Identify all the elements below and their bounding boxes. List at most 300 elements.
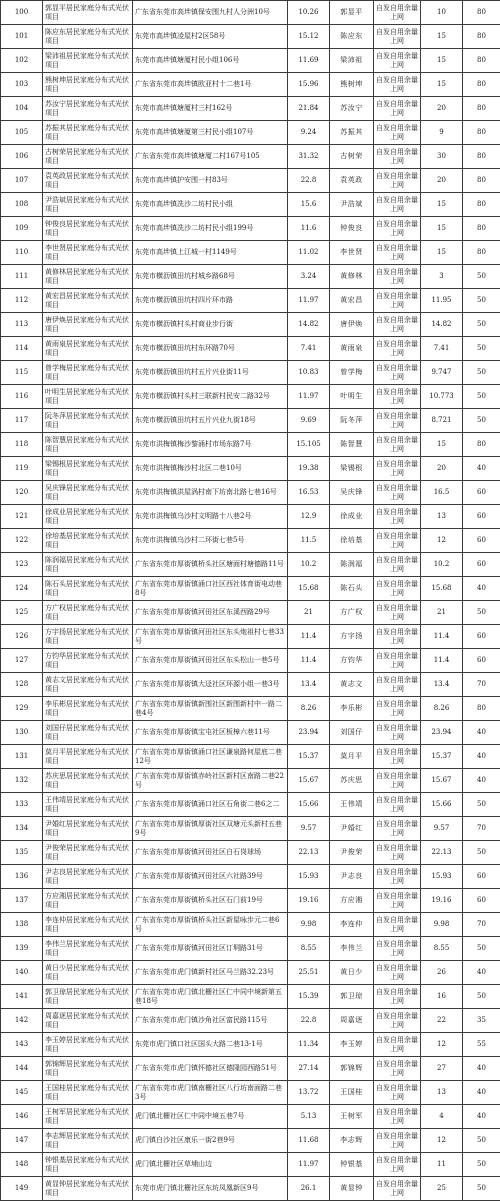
owner-cell: 刘国仔: [330, 721, 374, 745]
address-cell: 虎门镇北栅社区草埔山边: [133, 1153, 288, 1177]
table-row: [1, 25, 500, 49]
owner-cell: 尹志良: [330, 865, 374, 889]
table-row: [1, 985, 500, 1009]
table-row: [1, 721, 500, 745]
table-row: [1, 817, 500, 841]
self-use-cell: 15.68: [421, 577, 463, 601]
project-name-cell: 陈智慧居民家庭分布式光伏项目: [43, 433, 133, 457]
row-number-cell: 118: [1, 433, 43, 457]
table-row: [1, 505, 500, 529]
owner-cell: 黄修林: [330, 265, 374, 289]
self-use-cell: 25: [421, 1177, 463, 1201]
grid-mode-cell: 自发自用余量上网: [374, 49, 421, 73]
row-number-cell: 124: [1, 577, 43, 601]
owner-cell: 熊树坤: [330, 73, 374, 97]
capacity-cell: 15.66: [288, 793, 330, 817]
self-use-cell: 15: [421, 433, 463, 457]
capacity-cell: 11.6: [288, 217, 330, 241]
address-cell: 广东省东莞市高埗镇保安围九村人分洲10号: [133, 1, 288, 25]
project-name-cell: 古树荣居民家庭分布式光伏项目: [43, 145, 133, 169]
grid-mode-cell: 自发自用余量上网: [374, 937, 421, 961]
row-number-cell: 132: [1, 769, 43, 793]
table-row: [1, 649, 500, 673]
capacity-cell: 21.84: [288, 97, 330, 121]
project-name-cell: 郭锦辉居民家庭分布式光伏项目: [43, 1057, 133, 1081]
capacity-cell: 19.38: [288, 457, 330, 481]
years-cell: 50: [463, 265, 500, 289]
table-row: [1, 601, 500, 625]
self-use-cell: 15: [421, 25, 463, 49]
row-number-cell: 114: [1, 337, 43, 361]
owner-cell: 周嘉逐: [330, 1009, 374, 1033]
self-use-cell: 9: [421, 121, 463, 145]
grid-mode-cell: 自发自用余量上网: [374, 817, 421, 841]
project-name-cell: 王国桂居民家庭分布式光伏项目: [43, 1081, 133, 1105]
table-row: [1, 73, 500, 97]
address-cell: 广东省东莞市厚街镇河田社区东头松山一巷5号: [133, 649, 288, 673]
table-row: [1, 1153, 500, 1177]
capacity-cell: 10.83: [288, 361, 330, 385]
capacity-cell: 22.8: [288, 169, 330, 193]
project-name-cell: 方宇扬居民家庭分布式光伏项目: [43, 625, 133, 649]
self-use-cell: 3: [421, 265, 463, 289]
row-number-cell: 119: [1, 457, 43, 481]
table-row: [1, 217, 500, 241]
capacity-cell: 19.16: [288, 889, 330, 913]
project-name-cell: 王树军居民家庭分布式光伏项目: [43, 1105, 133, 1129]
owner-cell: 梁沛祖: [330, 49, 374, 73]
project-name-cell: 方应湘居民家庭分布式光伏项目: [43, 889, 133, 913]
row-number-cell: 111: [1, 265, 43, 289]
grid-mode-cell: 自发自用余量上网: [374, 169, 421, 193]
capacity-cell: 9.98: [288, 913, 330, 937]
table-row: [1, 265, 500, 289]
project-name-cell: 陈石头居民家庭分布式光伏项目: [43, 577, 133, 601]
grid-mode-cell: 自发自用余量上网: [374, 25, 421, 49]
capacity-cell: 3.24: [288, 265, 330, 289]
grid-mode-cell: 自发自用余量上网: [374, 121, 421, 145]
owner-cell: 古树荣: [330, 145, 374, 169]
capacity-cell: 11.97: [288, 1153, 330, 1177]
years-cell: 80: [463, 217, 500, 241]
table-row: [1, 913, 500, 937]
years-cell: 70: [463, 817, 500, 841]
years-cell: 40: [463, 577, 500, 601]
grid-mode-cell: 自发自用余量上网: [374, 289, 421, 313]
row-number-cell: 107: [1, 169, 43, 193]
owner-cell: 尹婚红: [330, 817, 374, 841]
address-cell: 东莞市高埗镇护安围一村83号: [133, 169, 288, 193]
table-row: [1, 289, 500, 313]
row-number-cell: 142: [1, 1009, 43, 1033]
years-cell: 50: [463, 793, 500, 817]
years-cell: 70: [463, 673, 500, 697]
grid-mode-cell: 自发自用余量上网: [374, 1081, 421, 1105]
owner-cell: 李伟兰: [330, 937, 374, 961]
row-number-cell: 147: [1, 1129, 43, 1153]
table-row: [1, 241, 500, 265]
row-number-cell: 112: [1, 289, 43, 313]
address-cell: 东莞市横沥镇田坑村四片环市路: [133, 289, 288, 313]
years-cell: 80: [463, 1, 500, 25]
grid-mode-cell: 自发自用余量上网: [374, 913, 421, 937]
self-use-cell: 11.95: [421, 289, 463, 313]
capacity-cell: 15.67: [288, 769, 330, 793]
years-cell: 60: [463, 889, 500, 913]
address-cell: 东莞市洪梅镇洪屋涡村南下坊南北路七巷16号: [133, 481, 288, 505]
self-use-cell: 12: [421, 1033, 463, 1057]
row-number-cell: 121: [1, 505, 43, 529]
self-use-cell: 30: [421, 145, 463, 169]
self-use-cell: 26: [421, 961, 463, 985]
table-row: [1, 313, 500, 337]
project-name-cell: 吴庆锋居民家庭分布式光伏项目: [43, 481, 133, 505]
project-name-cell: 李连仲居民家庭分布式光伏项目: [43, 913, 133, 937]
address-cell: 广东省东莞市厚街镇河田社区东头炮祖村七巷33号: [133, 625, 288, 649]
table-row: [1, 337, 500, 361]
self-use-cell: 11.4: [421, 625, 463, 649]
address-cell: 广东省东莞市厚街镇河田社区白石岗球场: [133, 841, 288, 865]
grid-mode-cell: 自发自用余量上网: [374, 769, 421, 793]
grid-mode-cell: 自发自用余量上网: [374, 241, 421, 265]
self-use-cell: 16.5: [421, 481, 463, 505]
capacity-cell: 8.26: [288, 697, 330, 721]
capacity-cell: 11.4: [288, 649, 330, 673]
self-use-cell: 22: [421, 1009, 463, 1033]
years-cell: 40: [463, 1105, 500, 1129]
row-number-cell: 145: [1, 1081, 43, 1105]
address-cell: 广东省东莞市厚街镇赤岭社区新村区南路二巷22号: [133, 769, 288, 793]
capacity-cell: 7.41: [288, 337, 330, 361]
owner-cell: 苏振其: [330, 121, 374, 145]
row-number-cell: 139: [1, 937, 43, 961]
owner-cell: 方宇扬: [330, 625, 374, 649]
capacity-cell: 22.8: [288, 1009, 330, 1033]
table-row: [1, 1033, 500, 1057]
owner-cell: 郭显平: [330, 1, 374, 25]
owner-cell: 莫月平: [330, 745, 374, 769]
years-cell: 80: [463, 169, 500, 193]
project-name-cell: 袁英政居民家庭分布式光伏项目: [43, 169, 133, 193]
project-name-cell: 尹婚红居民家庭分布式光伏项目: [43, 817, 133, 841]
address-cell: 广东省东莞市厚街镇河田社区六社路39号: [133, 865, 288, 889]
grid-mode-cell: 自发自用余量上网: [374, 217, 421, 241]
self-use-cell: 15.66: [421, 793, 463, 817]
project-name-cell: 阮冬萍居民家庭分布式光伏项目: [43, 409, 133, 433]
years-cell: 80: [463, 697, 500, 721]
years-cell: 60: [463, 481, 500, 505]
address-cell: 东莞市高埗镇凌屋村2区58号: [133, 25, 288, 49]
grid-mode-cell: 自发自用余量上网: [374, 793, 421, 817]
address-cell: 广东省东莞市厚街镇大迳社区环源小组一巷3号: [133, 673, 288, 697]
row-number-cell: 136: [1, 865, 43, 889]
years-cell: 40: [463, 721, 500, 745]
capacity-cell: 9.69: [288, 409, 330, 433]
address-cell: 广东省东莞市虎门镇怀德社区德隆园西路51号: [133, 1057, 288, 1081]
self-use-cell: 20: [421, 457, 463, 481]
self-use-cell: 15: [421, 73, 463, 97]
address-cell: 东莞市横沥镇村头村三联新村民安二路32号: [133, 385, 288, 409]
table-row: [1, 865, 500, 889]
capacity-cell: 15.6: [288, 193, 330, 217]
address-cell: 东莞市横沥镇村头村商业步行街: [133, 313, 288, 337]
owner-cell: 陈石头: [330, 577, 374, 601]
capacity-cell: 15.37: [288, 745, 330, 769]
owner-cell: 苏庆思: [330, 769, 374, 793]
capacity-cell: 9.57: [288, 817, 330, 841]
owner-cell: 曾学梅: [330, 361, 374, 385]
grid-mode-cell: 自发自用余量上网: [374, 601, 421, 625]
self-use-cell: 27: [421, 1057, 463, 1081]
self-use-cell: 20: [421, 169, 463, 193]
grid-mode-cell: 自发自用余量上网: [374, 865, 421, 889]
self-use-cell: 10.773: [421, 385, 463, 409]
grid-mode-cell: 自发自用余量上网: [374, 625, 421, 649]
project-name-cell: 唐伊焕居民家庭分布式光伏项目: [43, 313, 133, 337]
table-row: [1, 145, 500, 169]
owner-cell: 钟俊良: [330, 217, 374, 241]
grid-mode-cell: 自发自用余量上网: [374, 457, 421, 481]
self-use-cell: 8.721: [421, 409, 463, 433]
address-cell: 东莞市高埗镇冼沙二坊村民小组199号: [133, 217, 288, 241]
project-name-cell: 方广权居民家庭分布式光伏项目: [43, 601, 133, 625]
row-number-cell: 101: [1, 25, 43, 49]
table-row: [1, 961, 500, 985]
self-use-cell: 15: [421, 241, 463, 265]
self-use-cell: 15: [421, 49, 463, 73]
capacity-cell: 15.12: [288, 25, 330, 49]
years-cell: 80: [463, 49, 500, 73]
address-cell: 东莞市横沥镇田坑村东环路70号: [133, 337, 288, 361]
grid-mode-cell: 自发自用余量上网: [374, 1, 421, 25]
owner-cell: 郭卫琼: [330, 985, 374, 1009]
address-cell: 东莞市高埗镇塘厦村三村162号: [133, 97, 288, 121]
row-number-cell: 143: [1, 1033, 43, 1057]
grid-mode-cell: 自发自用余量上网: [374, 577, 421, 601]
capacity-cell: 15.105: [288, 433, 330, 457]
owner-cell: 郭锦辉: [330, 1057, 374, 1081]
capacity-cell: 31.32: [288, 145, 330, 169]
years-cell: 80: [463, 193, 500, 217]
row-number-cell: 149: [1, 1177, 43, 1201]
project-name-cell: 尹志良居民家庭分布式光伏项目: [43, 865, 133, 889]
self-use-cell: 13.4: [421, 673, 463, 697]
years-cell: 40: [463, 745, 500, 769]
grid-mode-cell: 自发自用余量上网: [374, 985, 421, 1009]
self-use-cell: 20: [421, 97, 463, 121]
project-name-cell: 李世贤居民家庭分布式光伏项目: [43, 241, 133, 265]
table-row: [1, 697, 500, 721]
capacity-cell: 8.55: [288, 937, 330, 961]
address-cell: 东莞市虎门镇口社区国头大路二巷13-1号: [133, 1033, 288, 1057]
address-cell: 虎门镇白沙社区康乐一街2巷9号: [133, 1129, 288, 1153]
capacity-cell: 10.2: [288, 553, 330, 577]
capacity-cell: 5.13: [288, 1105, 330, 1129]
capacity-cell: 23.94: [288, 721, 330, 745]
capacity-cell: 11.5: [288, 529, 330, 553]
project-name-cell: 郭显平居民家庭分布式光伏项目: [43, 1, 133, 25]
years-cell: 40: [463, 457, 500, 481]
owner-cell: 方钧华: [330, 649, 374, 673]
grid-mode-cell: 自发自用余量上网: [374, 673, 421, 697]
capacity-cell: 26.1: [288, 1177, 330, 1201]
row-number-cell: 102: [1, 49, 43, 73]
years-cell: 40: [463, 1081, 500, 1105]
years-cell: 60: [463, 865, 500, 889]
project-name-cell: 苏振其居民家庭分布式光伏项目: [43, 121, 133, 145]
self-use-cell: 8.26: [421, 697, 463, 721]
project-name-cell: 尹俊荣居民家庭分布式光伏项目: [43, 841, 133, 865]
address-cell: 广东省东莞市高埗镇塘厦二村167号105: [133, 145, 288, 169]
address-cell: 东莞市洪梅镇梅沙村北区二巷10号: [133, 457, 288, 481]
table-row: [1, 745, 500, 769]
capacity-cell: 9.24: [288, 121, 330, 145]
project-name-cell: 黄雨泉居民家庭分布式光伏项目: [43, 337, 133, 361]
row-number-cell: 137: [1, 889, 43, 913]
owner-cell: 苏汝宁: [330, 97, 374, 121]
owner-cell: 李乐彬: [330, 697, 374, 721]
grid-mode-cell: 自发自用余量上网: [374, 697, 421, 721]
self-use-cell: 13: [421, 505, 463, 529]
row-number-cell: 100: [1, 1, 43, 25]
row-number-cell: 133: [1, 793, 43, 817]
years-cell: 80: [463, 73, 500, 97]
grid-mode-cell: 自发自用余量上网: [374, 889, 421, 913]
years-cell: 40: [463, 769, 500, 793]
owner-cell: 徐培基: [330, 529, 374, 553]
table-row: [1, 97, 500, 121]
table-row: [1, 1057, 500, 1081]
owner-cell: 叶明生: [330, 385, 374, 409]
owner-cell: 方广权: [330, 601, 374, 625]
self-use-cell: 9.98: [421, 913, 463, 937]
capacity-cell: 15.93: [288, 865, 330, 889]
capacity-cell: 14.82: [288, 313, 330, 337]
years-cell: 80: [463, 145, 500, 169]
project-name-cell: 莫月平居民家庭分布式光伏项目: [43, 745, 133, 769]
row-number-cell: 129: [1, 697, 43, 721]
self-use-cell: 21: [421, 601, 463, 625]
address-cell: 广东省东莞市高埗镇欧亚村十二巷1号: [133, 73, 288, 97]
owner-cell: 陈润福: [330, 553, 374, 577]
table-row: [1, 169, 500, 193]
years-cell: 70: [463, 913, 500, 937]
capacity-cell: 25.51: [288, 961, 330, 985]
project-name-cell: 叶明生居民家庭分布式光伏项目: [43, 385, 133, 409]
years-cell: 50: [463, 937, 500, 961]
grid-mode-cell: 自发自用余量上网: [374, 961, 421, 985]
self-use-cell: 8.55: [421, 937, 463, 961]
project-name-cell: 郭卫琼居民家庭分布式光伏项目: [43, 985, 133, 1009]
row-number-cell: 127: [1, 649, 43, 673]
years-cell: 60: [463, 505, 500, 529]
capacity-cell: 22.13: [288, 841, 330, 865]
owner-cell: 陈智慧: [330, 433, 374, 457]
project-name-cell: 黄志文居民家庭分布式光伏项目: [43, 673, 133, 697]
grid-mode-cell: 自发自用余量上网: [374, 193, 421, 217]
grid-mode-cell: 自发自用余量上网: [374, 721, 421, 745]
project-name-cell: 刘国仔居民家庭分布式光伏项目: [43, 721, 133, 745]
row-number-cell: 113: [1, 313, 43, 337]
owner-cell: 唐伊焕: [330, 313, 374, 337]
table-row: [1, 1177, 500, 1201]
owner-cell: 尹俊荣: [330, 841, 374, 865]
capacity-cell: 15.39: [288, 985, 330, 1009]
grid-mode-cell: 自发自用余量上网: [374, 529, 421, 553]
capacity-cell: 11.68: [288, 1129, 330, 1153]
owner-cell: 李志辉: [330, 1129, 374, 1153]
self-use-cell: 10.2: [421, 553, 463, 577]
project-name-cell: 王伟靖居民家庭分布式光伏项目: [43, 793, 133, 817]
address-cell: 广东省东莞市虎门镇南栅社区八行坊南面路二巷3号: [133, 1081, 288, 1105]
owner-cell: 黄日少: [330, 961, 374, 985]
address-cell: 广东省东莞市厚街镇涌口社区西社体育街电动巷8号: [133, 577, 288, 601]
row-number-cell: 125: [1, 601, 43, 625]
project-name-cell: 周嘉逐居民家庭分布式光伏项目: [43, 1009, 133, 1033]
address-cell: 广东省东莞市厚街镇宝屯社区板樟六巷11号: [133, 721, 288, 745]
grid-mode-cell: 自发自用余量上网: [374, 481, 421, 505]
project-name-cell: 黄日少居民家庭分布式光伏项目: [43, 961, 133, 985]
address-cell: 东莞市洪梅镇梅沙黎涌村市场东路7号: [133, 433, 288, 457]
owner-cell: 黄宏昌: [330, 289, 374, 313]
row-number-cell: 134: [1, 817, 43, 841]
project-name-cell: 黄显钟居民家庭分布式光伏项目: [43, 1177, 133, 1201]
row-number-cell: 106: [1, 145, 43, 169]
grid-mode-cell: 自发自用余量上网: [374, 1057, 421, 1081]
owner-cell: 王伟靖: [330, 793, 374, 817]
table-row: [1, 1129, 500, 1153]
project-name-cell: 黄修林居民家庭分布式光伏项目: [43, 265, 133, 289]
grid-mode-cell: 自发自用余量上网: [374, 145, 421, 169]
self-use-cell: 9.57: [421, 817, 463, 841]
years-cell: 40: [463, 1057, 500, 1081]
self-use-cell: 4: [421, 1105, 463, 1129]
years-cell: 50: [463, 313, 500, 337]
table-row: [1, 49, 500, 73]
years-cell: 50: [463, 385, 500, 409]
self-use-cell: 16: [421, 985, 463, 1009]
years-cell: 60: [463, 649, 500, 673]
grid-mode-cell: 自发自用余量上网: [374, 1153, 421, 1177]
years-cell: 35: [463, 1009, 500, 1033]
grid-mode-cell: 自发自用余量上网: [374, 1177, 421, 1201]
owner-cell: 李玉婷: [330, 1033, 374, 1057]
address-cell: 广东省东莞市虎门镇沙角社区富民路115号: [133, 1009, 288, 1033]
address-cell: 广东省东莞市厚街镇桥头社区石门前19号: [133, 889, 288, 913]
owner-cell: 李世贤: [330, 241, 374, 265]
grid-mode-cell: 自发自用余量上网: [374, 841, 421, 865]
grid-mode-cell: 自发自用余量上网: [374, 265, 421, 289]
table-row: [1, 625, 500, 649]
self-use-cell: 12: [421, 529, 463, 553]
project-name-cell: 方钧华居民家庭分布式光伏项目: [43, 649, 133, 673]
row-number-cell: 146: [1, 1105, 43, 1129]
row-number-cell: 141: [1, 985, 43, 1009]
capacity-cell: 15.68: [288, 577, 330, 601]
table-row: [1, 481, 500, 505]
owner-cell: 李连仲: [330, 913, 374, 937]
table-row: [1, 841, 500, 865]
grid-mode-cell: 自发自用余量上网: [374, 1105, 421, 1129]
address-cell: 虎门镇北栅社区仁中同中境五巷7号: [133, 1105, 288, 1129]
years-cell: 60: [463, 529, 500, 553]
table-row: [1, 937, 500, 961]
row-number-cell: 109: [1, 217, 43, 241]
grid-mode-cell: 自发自用余量上网: [374, 409, 421, 433]
address-cell: 广东省东莞市虎门镇新村社区马兰路32.23号: [133, 961, 288, 985]
self-use-cell: 7.41: [421, 337, 463, 361]
table-body: [1, 1, 500, 1201]
